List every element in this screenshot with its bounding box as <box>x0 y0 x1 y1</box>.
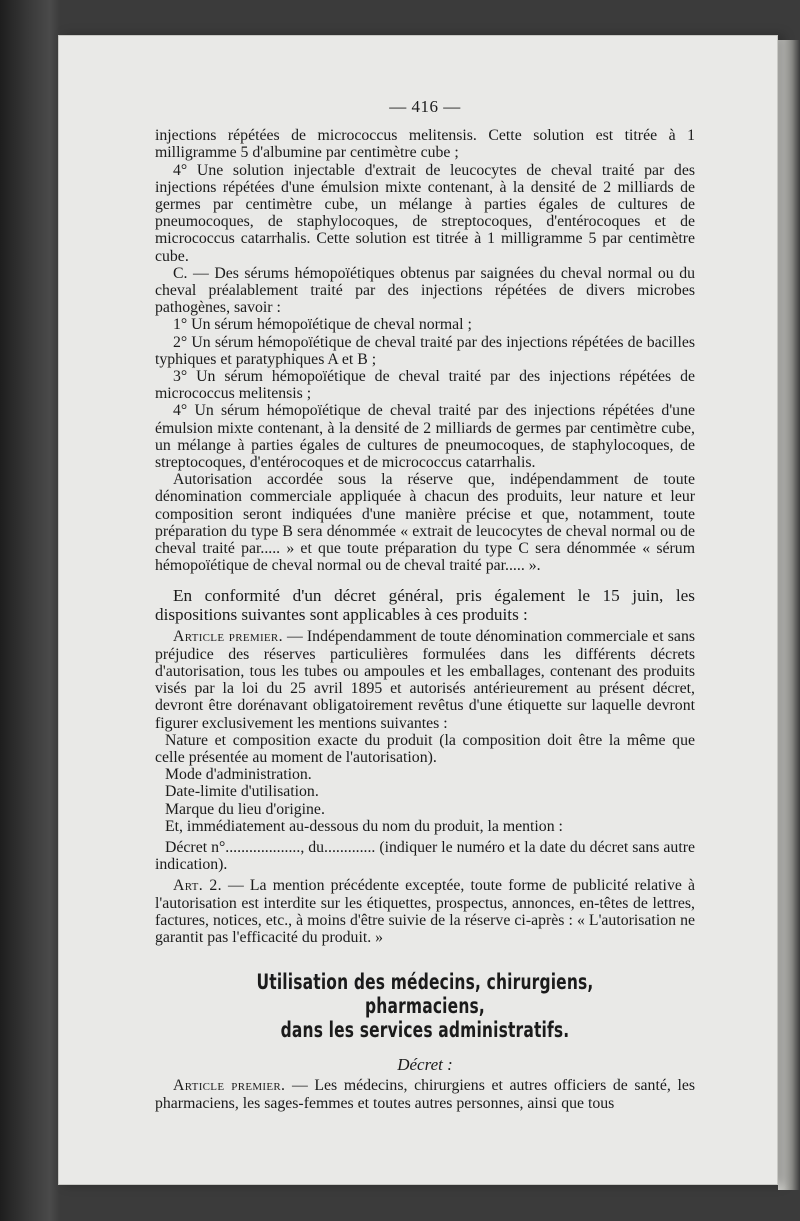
mention-line: Nature et composition exacte du produit (la composition doit être la même que celle présentée au moment de l'autorisation). <box>155 731 695 766</box>
article-text: — Les médecins, chirurgiens et autres officiers de santé, les pharmaciens, les sages-femmes et toutes autres personnes, ainsi que tous <box>155 1077 695 1112</box>
section-title-line: dans les services administratifs. <box>280 1018 570 1043</box>
page-content <box>155 98 695 1112</box>
mention-line: Marque du lieu d'origine. <box>165 800 325 818</box>
paragraph-item-4: 4° Une solution injectable d'extrait de leucocytes de cheval traité par des injections répétées d'une émulsion mixte contenant, à la densité de 2 milliards de germes par centimètre cube, un mélange à parties égales de cultures de pneumocoques, de staphylocoques, de streptocoques, d'entérocoques et de micrococcus catarrhalis. Cette solution est titrée à 1 milligramme 5 par centimètre cube. <box>155 161 695 265</box>
list-item: 4° Un sérum hémopoïétique de cheval traité par des injections répétées d'une émulsion mixte contenant, à la densité de 2 milliards de germes par centimètre cube, un mélange à parties égales de cultures de pneumocoques, de staphylocoques, de streptocoques, d'entérocoques et de micrococcus catarrhalis. <box>155 402 695 472</box>
article-2 <box>155 877 695 946</box>
subheading: Décret : <box>397 1055 453 1075</box>
final-article <box>155 1077 695 1111</box>
page-number: — 416 — <box>389 97 461 116</box>
mention-line: Date-limite d'utilisation. <box>165 783 319 801</box>
list-item: 2° Un sérum hémopoïétique de cheval traité par des injections répétées de bacilles typhiques et paratyphiques A et B ; <box>155 333 695 368</box>
paragraph-authorisation: Autorisation accordée sous la réserve que, indépendamment de toute dénomination commerciale appliquée à chacun des produits, leur nature et leur composition seront indiquées d'une manière précise et que, notamment, toute préparation du type B sera dénommée « extrait de leucocytes de cheval normal ou de cheval traité par..... » et que toute préparation du type C sera dénommée « sérum hémopoïétique de cheval normal ou de cheval traité par..... ». <box>155 471 695 575</box>
article-label: Article premier. <box>173 1077 286 1095</box>
mention-line: Décret n°..................., du............. (indiquer le numéro et la date du décret sans autre indication). <box>155 838 695 874</box>
mention-line: Et, immédiatement au-dessous du nom du produit, la mention : <box>165 817 563 835</box>
list-item: 3° Un sérum hémopoïétique de cheval traité par des injections répétées de micrococcus melitensis ; <box>155 368 695 403</box>
decree-intro: En conformité d'un décret général, pris également le 15 juin, les dispositions suivantes sont applicables à ces produits : <box>155 586 695 625</box>
article-text: — Indépendamment de toute dénomination commerciale et sans préjudice des réserves particulières formulées dans les différents décrets d'autorisation, tous les tubes ou ampoules et les emballages, contenant des produits visés par la loi du 25 avril 1895 et autorisés antérieurement au présent décret, devront être dorénavant obligatoirement revêtus d'une étiquette sur laquelle devront figurer exclusivement les mentions suivantes : <box>155 628 695 732</box>
paragraph-section-c: C. — Des sérums hémopoïétiques obtenus par saignées du cheval normal ou du cheval préalablement traité par des injections répétées de divers microbes pathogènes, savoir : <box>155 264 695 317</box>
article-1 <box>155 628 695 731</box>
article-label: Art. 2. <box>173 877 222 895</box>
section-title <box>204 970 647 1042</box>
page-edge <box>778 40 800 1190</box>
article-label: Article premier. <box>173 628 283 646</box>
section-title-line: Utilisation des médecins, chirurgiens, pharmaciens, <box>256 970 594 1019</box>
list-item: 1° Un sérum hémopoïétique de cheval normal ; <box>173 316 472 334</box>
mention-line: Mode d'administration. <box>165 766 312 784</box>
paragraph-continuation: injections répétées de micrococcus melitensis. Cette solution est titrée à 1 milligramme 5 d'albumine par centimètre cube ; <box>155 127 695 162</box>
article-text: — La mention précédente exceptée, toute forme de publicité relative à l'autorisation est interdite sur les étiquettes, prospectus, annonces, en-têtes de lettres, factures, notices, etc., à moins d'être suivie de la réserve ci-après : « L'autorisation ne garantit pas l'efficacité du produit. » <box>155 877 696 946</box>
